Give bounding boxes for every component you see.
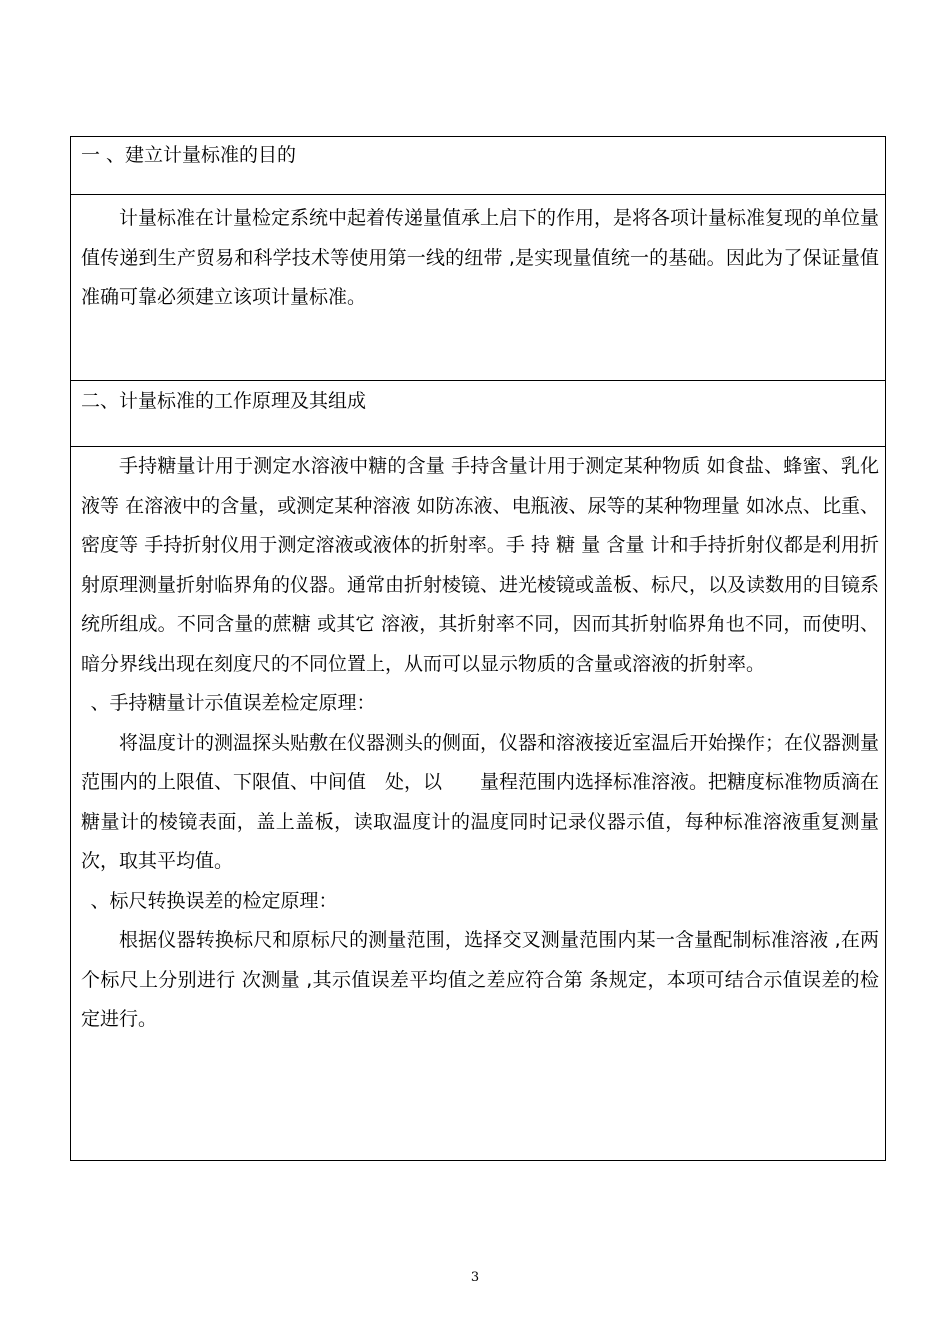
section-2-subheading-scale-conversion: 、标尺转换误差的检定原理： xyxy=(90,889,338,912)
section-2-paragraph-intro: 手持糖量计用于测定水溶液中糖的含量 手持含量计用于测定某种物质 如食盐、蜂蜜、乳化液等 在溶液中的含量，或测定某种溶液 如防冻液、电瓶液、尿等的某种物理量 如冰点、比重、密度等 手持折射仪用于测定溶液或液体的折射率。手 持 糖 量 含量 计和手持折射仪都是利用折射原理测量折射临界角的仪器。通常由折射棱镜、进光棱镜或盖板、标尺，以及读数用的目镜系统所组成。不同含量的蔗糖 或其它 溶液，其折射率不同，因而其折射临界角也不同，而使明、暗分界线出现在刻度尺的不同位置上，从而可以显示物质的含量或溶液的折射率。 xyxy=(81,455,880,675)
section-1-heading: 一 、建立计量标准的目的 xyxy=(71,137,885,195)
section-2-paragraph-scale-conversion: 根据仪器转换标尺和原标尺的测量范围，选择交叉测量范围内某一含量配制标准溶液 ,在两个标尺上分别进行 次测量 ,其示值误差平均值之差应符合第 条规定，本项可结合示值误差的检定进行。 xyxy=(81,929,879,1030)
section-2-paragraph-sugar-meter: 将温度计的测温探头贴敷在仪器测头的侧面，仪器和溶液接近室温后开始操作；在仪器测量范围内的上限值、下限值、中间值 处，以 量程范围内选择标准溶液。把糖度标准物质滴在糖量计的棱镜表面，盖上盖板，读取温度计的温度同时记录仪器示值，每种标准溶液重复测量 次，取其平均值。 xyxy=(81,731,899,872)
document-table xyxy=(70,136,899,1161)
section-1-body xyxy=(71,195,885,381)
section-2-body xyxy=(71,447,899,1160)
page-number: 3 xyxy=(470,1270,480,1285)
section-1-paragraph: 计量标准在计量检定系统中起着传递量值承上启下的作用，是将各项计量标准复现的单位量值传递到生产贸易和科学技术等使用第一线的纽带 ,是实现量值统一的基础。因此为了保证量值准确可靠必须建立该项计量标准。 xyxy=(81,207,880,308)
section-2-subheading-sugar-meter: 、手持糖量计示值误差检定原理： xyxy=(90,692,376,714)
section-2-heading: 二、计量标准的工作原理及其组成 xyxy=(71,381,885,447)
